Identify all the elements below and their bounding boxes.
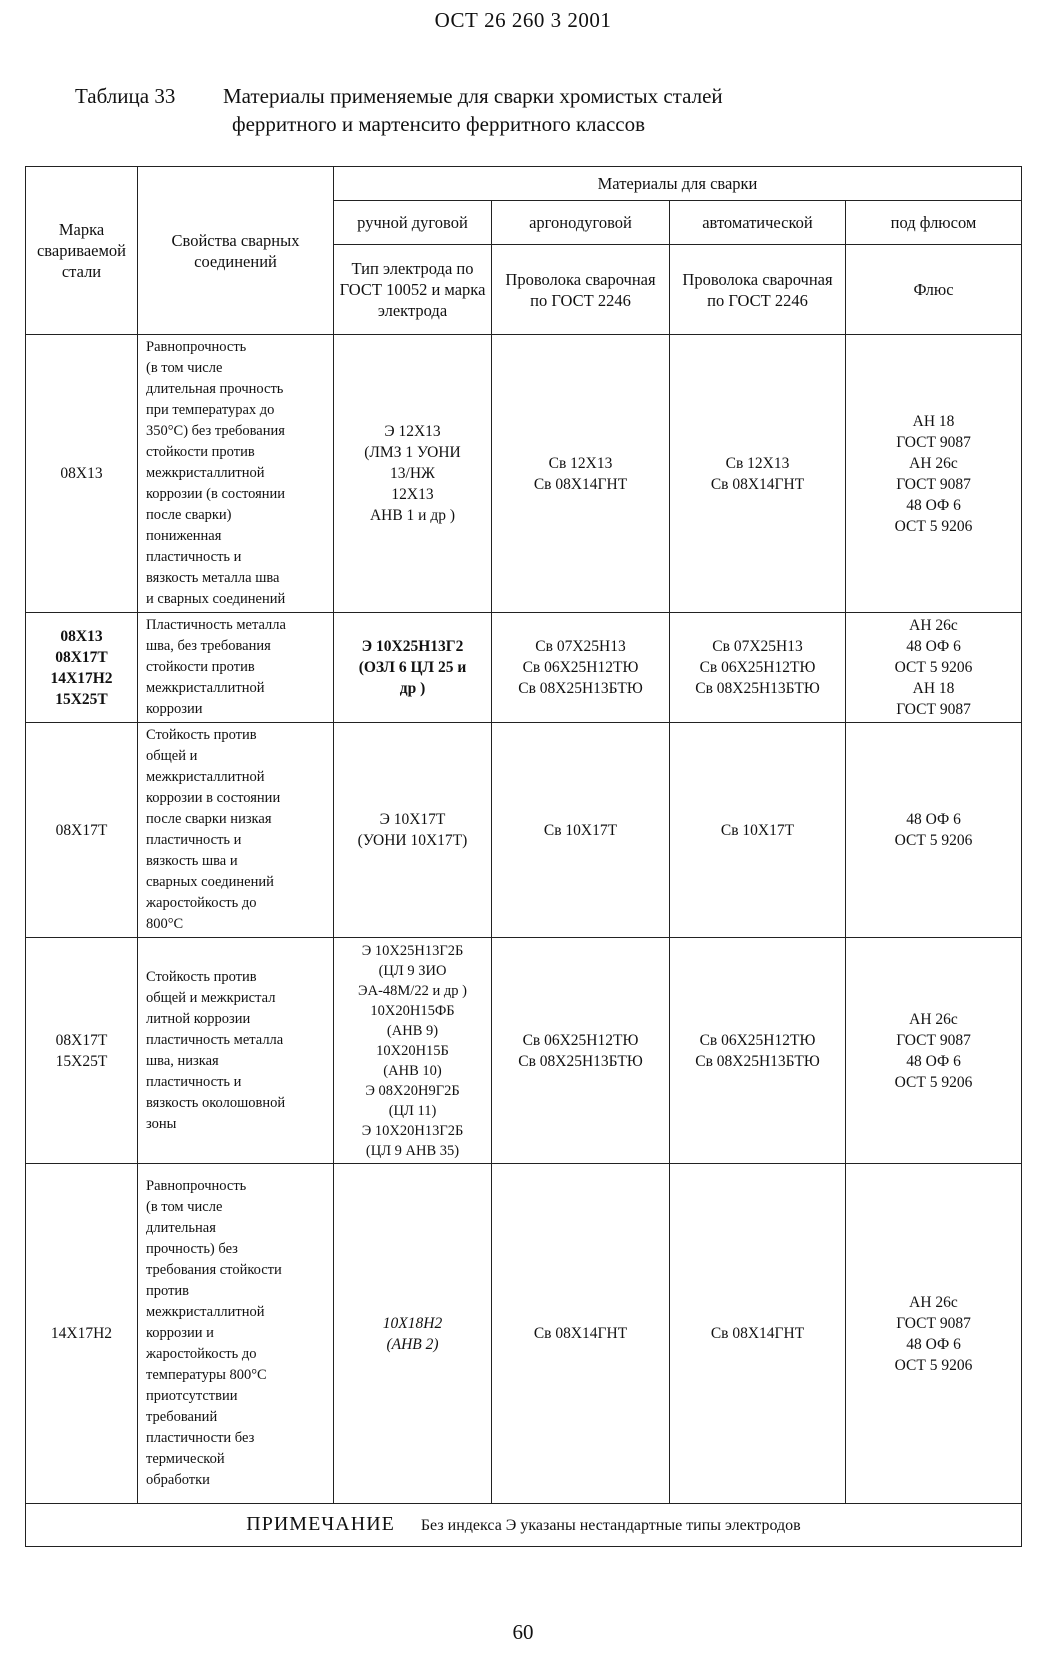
header-argon-arc: аргонодуговой — [492, 201, 670, 245]
cell-flux: АН 26с ГОСТ 9087 48 ОФ 6 ОСТ 5 9206 — [846, 1164, 1022, 1504]
cell-auto-wire: Св 08Х14ГНТ — [670, 1164, 846, 1504]
cell-grade: 14Х17Н2 — [26, 1164, 138, 1504]
cell-properties: Стойкость против общей и межкристаллитной коррозии в состоянии после сварки низкая пластичность и вязкость шва и сварных соединений жаростойкость до 800°С — [138, 723, 334, 938]
header-manual-arc: ручной дуговой — [334, 201, 492, 245]
header-steel-grade: Марка свариваемой стали — [26, 167, 138, 335]
table-number: Таблица 33 — [75, 84, 176, 108]
header-joint-properties: Свойства сварных соединений — [138, 167, 334, 335]
cell-properties: Равнопрочность (в том числе длительная прочность при температурах до 350°С) без требования стойкости против межкристаллитной коррозии (в состоянии после сварки) пониженная пластичность и вязкость металла шва и сварных соединений — [138, 335, 334, 613]
caption-line-2: ферритного и мартенсито ферритного классов — [232, 112, 646, 136]
cell-grade: 08Х13 08Х17Т 14Х17Н2 15Х25Т — [26, 613, 138, 723]
cell-argon-wire: Св 07Х25Н13 Св 06Х25Н12ТЮ Св 08Х25Н13БТЮ — [492, 613, 670, 723]
header-automatic: автоматической — [670, 201, 846, 245]
cell-properties: Стойкость против общей и межкристал литной коррозии пластичность металла шва, низкая пластичность и вязкость околошовной зоны — [138, 938, 334, 1164]
cell-grade: 08Х13 — [26, 335, 138, 613]
subheader-auto-wire: Проволока сварочная по ГОСТ 2246 — [670, 245, 846, 335]
cell-flux: АН 18 ГОСТ 9087 АН 26с ГОСТ 9087 48 ОФ 6 ОСТ 5 9206 — [846, 335, 1022, 613]
cell-auto-wire: Св 10Х17Т — [670, 723, 846, 938]
cell-properties: Равнопрочность (в том числе длительная прочность) без требования стойкости против межкристаллитной коррозии и жаростойкость до температуры 800°С приотсутствии требований пластичности без термической обработки — [138, 1164, 334, 1504]
cell-grade: 08Х17Т 15Х25Т — [26, 938, 138, 1164]
cell-flux: 48 ОФ 6 ОСТ 5 9206 — [846, 723, 1022, 938]
table-row — [26, 335, 1022, 613]
subheader-argon-wire: Проволока сварочная по ГОСТ 2246 — [492, 245, 670, 335]
note-label: ПРИМЕЧАНИЕ — [246, 1513, 395, 1535]
page-number: 60 — [512, 1620, 534, 1644]
cell-argon-wire: Св 12Х13 Св 08Х14ГНТ — [492, 335, 670, 613]
cell-auto-wire: Св 07Х25Н13 Св 06Х25Н12ТЮ Св 08Х25Н13БТЮ — [670, 613, 846, 723]
cell-argon-wire: Св 08Х14ГНТ — [492, 1164, 670, 1504]
cell-electrode: Э 10Х25Н13Г2Б (ЦЛ 9 ЗИО ЭА-48М/22 и др ) 10Х20Н15ФБ (АНВ 9) 10Х20Н15Б (АНВ 10) Э 08Х20Н9Г2Б (ЦЛ 11) Э 10Х20Н13Г2Б (ЦЛ 9 АНВ 35) — [334, 938, 492, 1164]
note-row — [26, 1504, 1022, 1547]
cell-grade: 08Х17Т — [26, 723, 138, 938]
document-header: ОСТ 26 260 3 2001 — [434, 8, 612, 32]
cell-argon-wire: Св 10Х17Т — [492, 723, 670, 938]
cell-electrode: Э 10Х17Т (УОНИ 10Х17Т) — [334, 723, 492, 938]
header-submerged: под флюсом — [846, 201, 1022, 245]
cell-flux: АН 26с ГОСТ 9087 48 ОФ 6 ОСТ 5 9206 — [846, 938, 1022, 1164]
cell-flux: АН 26с 48 ОФ 6 ОСТ 5 9206 АН 18 ГОСТ 9087 — [846, 613, 1022, 723]
table-row — [26, 938, 1022, 1164]
cell-electrode: Э 12Х13 (ЛМЗ 1 УОНИ 13/НЖ 12Х13 АНВ 1 и др ) — [334, 335, 492, 613]
table-row — [26, 613, 1022, 723]
subheader-flux: Флюс — [846, 245, 1022, 335]
materials-table — [25, 166, 1022, 1547]
note-cell — [26, 1504, 1022, 1547]
cell-auto-wire: Св 06Х25Н12ТЮ Св 08Х25Н13БТЮ — [670, 938, 846, 1164]
header-welding-materials: Материалы для сварки — [334, 167, 1022, 201]
cell-properties: Пластичность металла шва, без требования стойкости против межкристаллитной коррозии — [138, 613, 334, 723]
cell-argon-wire: Св 06Х25Н12ТЮ Св 08Х25Н13БТЮ — [492, 938, 670, 1164]
table-caption — [75, 82, 975, 138]
table-row — [26, 723, 1022, 938]
note-text: Без индекса Э указаны нестандартные типы электродов — [420, 1517, 801, 1534]
cell-electrode: 10Х18Н2 (АНВ 2) — [334, 1164, 492, 1504]
cell-electrode: Э 10Х25Н13Г2 (ОЗЛ 6 ЦЛ 25 и др ) — [334, 613, 492, 723]
subheader-electrode: Тип электрода по ГОСТ 10052 и марка электрода — [334, 245, 492, 335]
cell-auto-wire: Св 12Х13 Св 08Х14ГНТ — [670, 335, 846, 613]
table-row — [26, 1164, 1022, 1504]
caption-line-1: Материалы применяемые для сварки хромистых сталей — [223, 84, 723, 108]
